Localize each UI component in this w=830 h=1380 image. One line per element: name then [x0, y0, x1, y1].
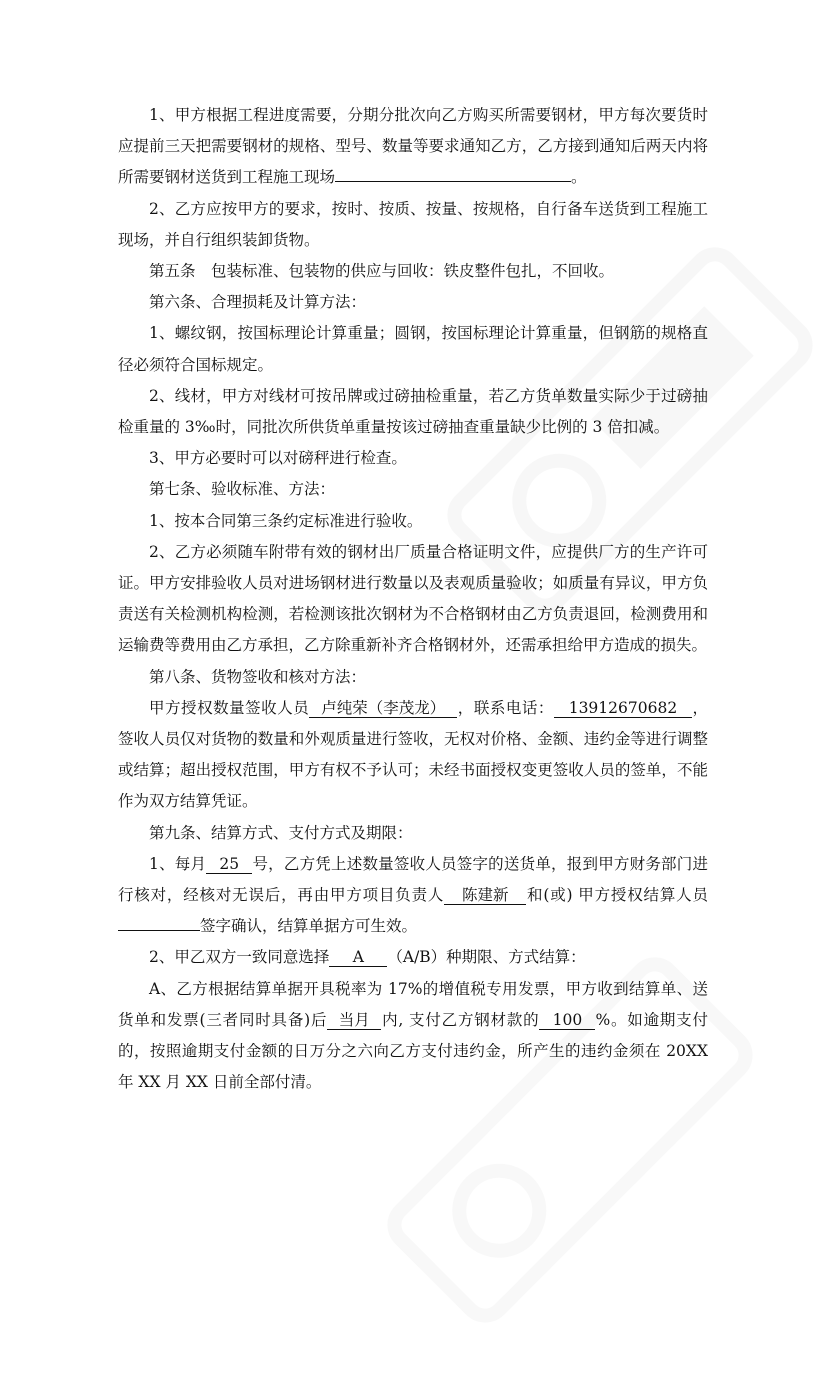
payment-percent-field: 100	[539, 1011, 595, 1030]
article-7-item-2: 2、乙方必须随车附带有效的钢材出厂质量合格证明文件，应提供厂方的生产许可证。甲方安排验收人员对进场钢材进行数量以及表观质量验收；如质量有异议，甲方负责送有关检测机构检测，若检测该批次钢材为不合格钢材由乙方负责退回，检测费用和运输费等费用由乙方承担，乙方除重新补齐合格钢材外，还需承担给甲方造成的损失。	[118, 542, 708, 655]
article-7-item-1: 1、按本合同第三条约定标准进行验收。	[149, 511, 423, 530]
article-9-title: 第九条、结算方式、支付方式及期限：	[149, 823, 413, 842]
article-8-body: 甲方授权数量签收人员 卢纯荣（李茂龙） ，联系电话： 13912670682 ，签收人员仅对货物的数量和外观质量进行签收，无权对价格、金额、违约金等进行调整或结算；超出授权范围，甲方有权不予认可；未经书面授权变更签收人员的签单，不能作为双方结算凭证。	[118, 698, 708, 811]
delivery-clause-1: 1、甲方根据工程进度需要，分期分批次向乙方购买所需要钢材，甲方每次要货时应提前三天把需要钢材的规格、型号、数量等要求通知乙方，乙方接到通知后两天内将所需要钢材送货到工程施工现场 。	[118, 106, 708, 187]
settlement-person-field	[118, 930, 200, 931]
project-head-field: 陈建新	[444, 886, 526, 905]
contract-body	[118, 100, 708, 1099]
article-6-item-2: 2、线材，甲方对线材可按吊牌或过磅抽检重量，若乙方货单数量实际少于过磅抽检重量的 3‰时，同批次所供货单重量按该过磅抽查重量缺少比例的 3 倍扣减。	[118, 386, 708, 437]
receiver-phone-field: 13912670682	[554, 699, 692, 718]
article-6-item-1: 1、螺纹钢，按国标理论计算重量；圆钢，按国标理论计算重量，但钢筋的规格直径必须符合国标规定。	[118, 324, 708, 374]
article-9-item-1: 1、每月 25 号，乙方凭上述数量签收人员签字的送货单，报到甲方财务部门进行核对，经核对无误后，再由甲方项目负责人 陈建新 和(或) 甲方授权结算人员签字确认，结算单据方可生效。	[118, 854, 708, 936]
delivery-clause-2: 2、乙方应按甲方的要求，按时、按质、按量、按规格，自行备车送货到工程施工现场，并自行组织装卸货物。	[118, 199, 708, 249]
article-9-item-2: 2、甲乙双方一致同意选择 A （A/B）种期限、方式结算：	[149, 948, 586, 967]
article-8-title: 第八条、货物签收和核对方法：	[149, 667, 367, 686]
article-9-option-a: A、乙方根据结算单据开具税率为 17%的增值税专用发票，甲方收到结算单、送货单和发票(三者同时具备)后 当月 内, 支付乙方钢材款的 100 %。如逾期支付的，按照逾期支付金额的日万分之六向乙方支付违约金，所产生的违约金须在 20XX 年 XX 月 XX 日前全部付清。	[118, 979, 708, 1092]
delivery-location-blank	[335, 181, 571, 182]
article-5: 第五条 包装标准、包装物的供应与回收：铁皮整件包扎，不回收。	[149, 262, 615, 281]
payment-option-field: A	[329, 948, 387, 967]
payment-period-field: 当月	[327, 1011, 381, 1030]
article-6-item-3: 3、甲方必要时可以对磅秤进行检查。	[149, 449, 407, 468]
article-7-title: 第七条、验收标准、方法：	[149, 480, 336, 499]
article-6-title: 第六条、合理损耗及计算方法：	[149, 293, 367, 312]
receiver-name-field: 卢纯荣（李茂龙）	[309, 699, 457, 718]
settlement-day-field: 25	[206, 855, 252, 874]
